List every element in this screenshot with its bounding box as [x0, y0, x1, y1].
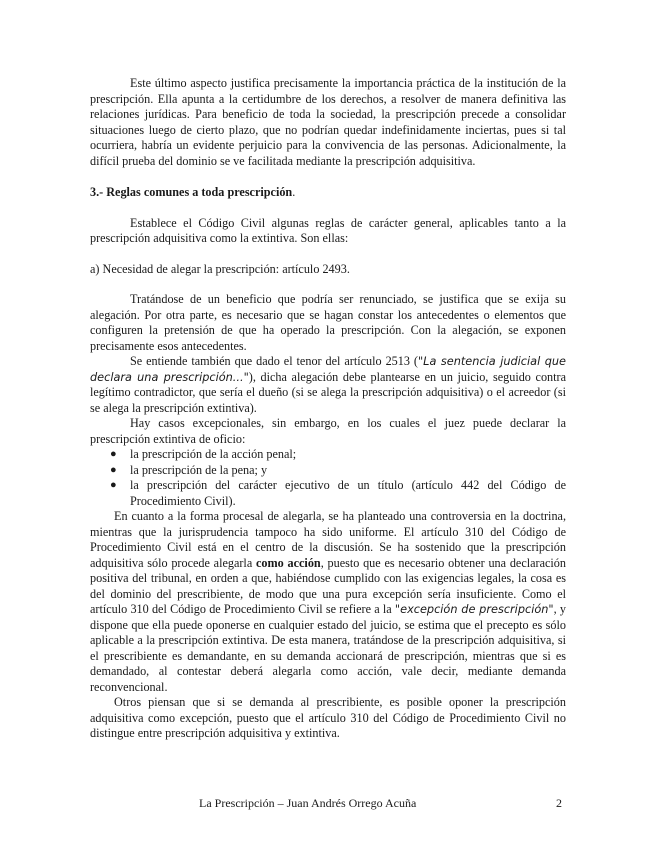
- page-number: 2: [556, 796, 562, 810]
- p5-text-a: Se entiende también que dado el tenor del artículo 2513 (: [130, 354, 418, 368]
- p5-text-b: ), dicha alegación debe plantearse en un juicio, seguido contra legítimo contradictor, que sería el dueño (si se alega la prescripción adquisitiva) o el acreedor (si se alega la prescripción extintiva).: [90, 369, 566, 415]
- list-item: [90, 478, 566, 509]
- list-item-text: la prescripción del carácter ejecutivo de un título (artículo 442 del Código de Procedimiento Civil).: [130, 478, 566, 508]
- paragraph-otros-piensan: Otros piensan que si se demanda al prescribiente, es posible oponer la prescripción adquisitiva como excepción, puesto que el artículo 310 del Código de Procedimiento Civil no distingue entre prescripción adquisitiva y extintiva.: [90, 695, 566, 740]
- bullet-icon: ●: [110, 448, 117, 460]
- p5-quote: "La sentencia judicial que declara una prescripción...": [90, 355, 566, 384]
- document-page: [90, 76, 566, 742]
- bullet-icon: ●: [110, 463, 117, 476]
- list-item-text: la prescripción de la pena; y: [130, 462, 268, 477]
- paragraph-forma-procesal: [90, 509, 566, 695]
- subheading-necesidad-alegar: a) Necesidad de alegar la prescripción: artículo 2493.: [90, 261, 350, 276]
- footer-title: La Prescripción – Juan Andrés Orrego Acuña: [199, 796, 417, 810]
- list-item-text: la prescripción de la acción penal;: [130, 447, 297, 461]
- paragraph-reglas-generales: Establece el Código Civil algunas reglas de carácter general, aplicables tanto a la prescripción adquisitiva como la extintiva. Son ellas:: [90, 215, 566, 245]
- p7-text-b: , puesto que es necesario obtener una declaración positiva del tribunal, en orden a que, habiéndose cumplido con las exigencias legales, la cosa es del dominio del prescribiente, de modo que una pura excepción sería insuficiente. Como el artículo 310 del Código de Procedimiento Civil se refiere a la: [90, 555, 566, 616]
- paragraph-casos-excepcionales: Hay casos excepcionales, sin embargo, en los cuales el juez puede declarar la prescripción extintiva de oficio:: [90, 416, 566, 446]
- section-heading: [90, 185, 566, 201]
- list-item: [90, 463, 566, 479]
- section-heading-text: 3.- Reglas comunes a toda prescripción: [90, 185, 293, 199]
- p7-quote: "excepción de prescripción": [394, 603, 554, 616]
- p7-text-a: En cuanto a la forma procesal de alegarla, se ha planteado una controversia en la doctrina, mientras que la jurisprudencia tampoco ha sido uniforme. El artículo 310 del Código de Procedimiento Civil está en el centro de la discusión. Se ha sostenido que la prescripción adquisitiva sólo procede alegarla: [90, 509, 566, 570]
- bullet-list: [90, 447, 566, 509]
- bullet-icon: ●: [110, 479, 117, 491]
- paragraph-certidumbre: Este último aspecto justifica precisamente la importancia práctica de la institución de la prescripción. Ella apunta a la certidumbre de los derechos, a resolver de manera definitiva las relaciones jurídicas. Para beneficio de toda la sociedad, la prescripción precede a consolidar situaciones luego de cierto plazo, que no podrían quedar indefinidamente inciertas, pues si tal ocurriera, habría un evidente perjuicio para la convivencia de las personas. Adicionalmente, la difícil prueba del dominio se ve facilitada mediante la prescripción adquisitiva.: [90, 76, 566, 168]
- p7-text-c: , y dispone que ella puede oponerse en cualquier estado del juicio, se estima que el precepto es sólo aplicable a la prescripción extintiva. De esta manera, tratándose de la prescripción adquisitiva, si el prescribiente es demandante, en su demanda accionará de prescripción, mientras que si es demandado, al contestar deberá alegarla como acción, vale decir, mediante demanda reconvencional.: [90, 602, 566, 694]
- paragraph-articulo-2513: [90, 354, 566, 416]
- paragraph-beneficio-renunciado: Tratándose de un beneficio que podría ser renunciado, se justifica que se exija su alegación. Por otra parte, es necesario que se hagan constar los antecedentes o elementos que configuren la pretensión de que ha operado la prescripción. Con la alegación, se exponen precisamente esos antecedentes.: [90, 292, 566, 353]
- section-heading-dot: .: [292, 185, 296, 199]
- list-item: [90, 447, 566, 463]
- p7-bold-como-accion: como acción: [256, 555, 321, 570]
